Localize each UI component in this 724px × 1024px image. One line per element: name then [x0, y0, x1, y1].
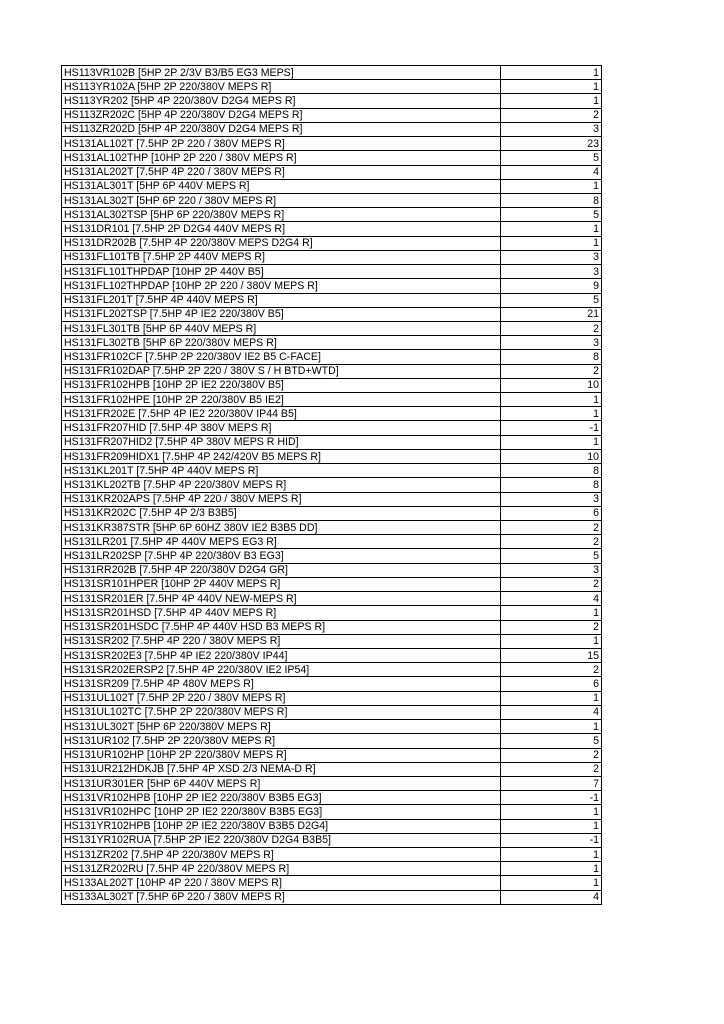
item-quantity-cell: 1 — [501, 94, 602, 108]
item-description-cell: HS131VR102HPB [10HP 2P IE2 220/380V B3B5 EG3] — [62, 791, 501, 805]
item-quantity-cell: 21 — [501, 307, 602, 321]
item-quantity-cell: 6 — [501, 506, 602, 520]
item-quantity-cell: 2 — [501, 535, 602, 549]
item-description-cell: HS131KR387STR [5HP 6P 60HZ 380V IE2 B3B5 DD] — [62, 521, 501, 535]
inventory-table-body — [62, 66, 602, 905]
item-description-cell: HS131FR207HID [7.5HP 4P 380V MEPS R] — [62, 421, 501, 435]
item-description-cell: HS131FR102CF [7.5HP 2P 220/380V IE2 B5 C-FACE] — [62, 350, 501, 364]
item-quantity-cell: 2 — [501, 620, 602, 634]
table-row — [62, 151, 602, 165]
item-description-cell: HS131SR202 [7.5HP 4P 220 / 380V MEPS R] — [62, 634, 501, 648]
item-description-cell: HS113YR102A [5HP 2P 220/380V MEPS R] — [62, 80, 501, 94]
item-quantity-cell: 2 — [501, 577, 602, 591]
item-quantity-cell: 1 — [501, 222, 602, 236]
item-description-cell: HS131FR209HIDX1 [7.5HP 4P 242/420V B5 MEPS R] — [62, 449, 501, 463]
table-row — [62, 165, 602, 179]
table-row — [62, 862, 602, 876]
table-row — [62, 535, 602, 549]
item-description-cell: HS131KR202APS [7.5HP 4P 220 / 380V MEPS R] — [62, 492, 501, 506]
table-row — [62, 137, 602, 151]
table-row — [62, 449, 602, 463]
item-description-cell: HS131ZR202RU [7.5HP 4P 220/380V MEPS R] — [62, 862, 501, 876]
table-row — [62, 606, 602, 620]
table-row — [62, 236, 602, 250]
table-row — [62, 648, 602, 662]
item-description-cell: HS131SR201HSDC [7.5HP 4P 440V HSD B3 MEPS R] — [62, 620, 501, 634]
item-description-cell: HS131FL302TB [5HP 6P 220/380V MEPS R] — [62, 336, 501, 350]
item-quantity-cell: 1 — [501, 848, 602, 862]
item-description-cell: HS133AL202T [10HP 4P 220 / 380V MEPS R] — [62, 876, 501, 890]
item-description-cell: HS131FL101TB [7.5HP 2P 440V MEPS R] — [62, 250, 501, 264]
table-row — [62, 563, 602, 577]
item-description-cell: HS131LR202SP [7.5HP 4P 220/380V B3 EG3] — [62, 549, 501, 563]
table-row — [62, 577, 602, 591]
item-quantity-cell: 8 — [501, 193, 602, 207]
table-row — [62, 549, 602, 563]
item-quantity-cell: 3 — [501, 250, 602, 264]
item-quantity-cell: 2 — [501, 321, 602, 335]
table-row — [62, 293, 602, 307]
item-description-cell: HS131AL102THP [10HP 2P 220 / 380V MEPS R] — [62, 151, 501, 165]
table-row — [62, 265, 602, 279]
item-description-cell: HS131UL302T [5HP 6P 220/380V MEPS R] — [62, 720, 501, 734]
table-row — [62, 108, 602, 122]
table-row — [62, 705, 602, 719]
item-description-cell: HS131FR207HID2 [7.5HP 4P 380V MEPS R HID] — [62, 435, 501, 449]
table-row — [62, 677, 602, 691]
item-quantity-cell: 1 — [501, 435, 602, 449]
item-description-cell: HS131ZR202 [7.5HP 4P 220/380V MEPS R] — [62, 848, 501, 862]
table-row — [62, 336, 602, 350]
table-row — [62, 791, 602, 805]
item-description-cell: HS113ZR202C [5HP 4P 220/380V D2G4 MEPS R] — [62, 108, 501, 122]
table-row — [62, 691, 602, 705]
item-quantity-cell: 5 — [501, 208, 602, 222]
item-quantity-cell: 1 — [501, 634, 602, 648]
table-row — [62, 307, 602, 321]
table-row — [62, 435, 602, 449]
item-quantity-cell: -1 — [501, 791, 602, 805]
item-description-cell: HS131FL102THPDAP [10HP 2P 220 / 380V MEPS R] — [62, 279, 501, 293]
item-quantity-cell: 1 — [501, 407, 602, 421]
item-quantity-cell: 1 — [501, 179, 602, 193]
table-row — [62, 279, 602, 293]
item-description-cell: HS131UL102T [7.5HP 2P 220 / 380V MEPS R] — [62, 691, 501, 705]
item-description-cell: HS131RR202B [7.5HP 4P 220/380V D2G4 GR] — [62, 563, 501, 577]
table-row — [62, 734, 602, 748]
item-description-cell: HS131UR301ER [5HP 6P 440V MEPS R] — [62, 776, 501, 790]
table-row — [62, 819, 602, 833]
item-description-cell: HS131VR102HPC [10HP 2P IE2 220/380V B3B5 EG3] — [62, 805, 501, 819]
item-description-cell: HS131DR202B [7.5HP 4P 220/380V MEPS D2G4 R] — [62, 236, 501, 250]
inventory-table — [61, 65, 602, 905]
table-row — [62, 66, 602, 80]
table-row — [62, 521, 602, 535]
item-quantity-cell: 6 — [501, 677, 602, 691]
item-quantity-cell: 3 — [501, 265, 602, 279]
item-description-cell: HS131FL201T [7.5HP 4P 440V MEPS R] — [62, 293, 501, 307]
item-quantity-cell: 2 — [501, 663, 602, 677]
item-description-cell: HS131AL301T [5HP 6P 440V MEPS R] — [62, 179, 501, 193]
table-row — [62, 94, 602, 108]
item-quantity-cell: 2 — [501, 108, 602, 122]
item-quantity-cell: 1 — [501, 691, 602, 705]
item-description-cell: HS131FR202E [7.5HP 4P IE2 220/380V IP44 B5] — [62, 407, 501, 421]
item-quantity-cell: 9 — [501, 279, 602, 293]
item-quantity-cell: 4 — [501, 705, 602, 719]
table-row — [62, 179, 602, 193]
item-quantity-cell: 2 — [501, 521, 602, 535]
table-row — [62, 634, 602, 648]
item-description-cell: HS133AL302T [7.5HP 6P 220 / 380V MEPS R] — [62, 890, 501, 904]
item-quantity-cell: 3 — [501, 492, 602, 506]
item-quantity-cell: 3 — [501, 336, 602, 350]
table-row — [62, 876, 602, 890]
item-description-cell: HS131AL302T [5HP 6P 220 / 380V MEPS R] — [62, 193, 501, 207]
table-row — [62, 350, 602, 364]
item-description-cell: HS131AL102T [7.5HP 2P 220 / 380V MEPS R] — [62, 137, 501, 151]
table-row — [62, 833, 602, 847]
item-description-cell: HS131FL301TB [5HP 6P 440V MEPS R] — [62, 321, 501, 335]
item-description-cell: HS131LR201 [7.5HP 4P 440V MEPS EG3 R] — [62, 535, 501, 549]
table-row — [62, 378, 602, 392]
table-row — [62, 890, 602, 904]
table-row — [62, 748, 602, 762]
item-quantity-cell: 3 — [501, 563, 602, 577]
item-quantity-cell: 7 — [501, 776, 602, 790]
item-quantity-cell: 5 — [501, 549, 602, 563]
table-row — [62, 421, 602, 435]
item-description-cell: HS131FR102DAP [7.5HP 2P 220 / 380V S / H BTD+WTD] — [62, 364, 501, 378]
item-description-cell: HS131SR202ERSP2 [7.5HP 4P 220/380V IE2 IP54] — [62, 663, 501, 677]
item-quantity-cell: 5 — [501, 293, 602, 307]
item-description-cell: HS113YR202 [5HP 4P 220/380V D2G4 MEPS R] — [62, 94, 501, 108]
item-quantity-cell: -1 — [501, 421, 602, 435]
item-quantity-cell: 8 — [501, 478, 602, 492]
item-quantity-cell: 8 — [501, 464, 602, 478]
item-quantity-cell: 3 — [501, 122, 602, 136]
item-description-cell: HS131AL302TSP [5HP 6P 220/380V MEPS R] — [62, 208, 501, 222]
item-description-cell: HS131KL201T [7.5HP 4P 440V MEPS R] — [62, 464, 501, 478]
table-row — [62, 393, 602, 407]
item-quantity-cell: 2 — [501, 762, 602, 776]
table-row — [62, 776, 602, 790]
item-description-cell: HS131SR101HPER [10HP 2P 440V MEPS R] — [62, 577, 501, 591]
item-description-cell: HS131FR102HPB [10HP 2P IE2 220/380V B5] — [62, 378, 501, 392]
table-row — [62, 492, 602, 506]
table-row — [62, 592, 602, 606]
item-description-cell: HS113ZR202D [5HP 4P 220/380V D2G4 MEPS R] — [62, 122, 501, 136]
item-description-cell: HS131YR102RUA [7.5HP 2P IE2 220/380V D2G4 B3B5] — [62, 833, 501, 847]
item-quantity-cell: 8 — [501, 350, 602, 364]
item-quantity-cell: 1 — [501, 606, 602, 620]
item-quantity-cell: 1 — [501, 80, 602, 94]
item-description-cell: HS131UR102 [7.5HP 2P 220/380V MEPS R] — [62, 734, 501, 748]
item-description-cell: HS113VR102B [5HP 2P 2/3V B3/B5 EG3 MEPS] — [62, 66, 501, 80]
item-description-cell: HS131KL202TB [7.5HP 4P 220/380V MEPS R] — [62, 478, 501, 492]
table-row — [62, 321, 602, 335]
item-description-cell: HS131UL102TC [7.5HP 2P 220/380V MEPS R] — [62, 705, 501, 719]
item-description-cell: HS131YR102HPB [10HP 2P IE2 220/380V B3B5 D2G4] — [62, 819, 501, 833]
table-row — [62, 364, 602, 378]
item-quantity-cell: 2 — [501, 748, 602, 762]
item-description-cell: HS131DR101 [7.5HP 2P D2G4 440V MEPS R] — [62, 222, 501, 236]
item-description-cell: HS131FR102HPE [10HP 2P 220/380V B5 IE2] — [62, 393, 501, 407]
item-quantity-cell: 1 — [501, 393, 602, 407]
table-row — [62, 80, 602, 94]
item-quantity-cell: 1 — [501, 66, 602, 80]
item-description-cell: HS131SR201ER [7.5HP 4P 440V NEW-MEPS R] — [62, 592, 501, 606]
item-quantity-cell: 5 — [501, 151, 602, 165]
item-quantity-cell: 1 — [501, 236, 602, 250]
item-description-cell: HS131FL101THPDAP [10HP 2P 440V B5] — [62, 265, 501, 279]
item-description-cell: HS131SR201HSD [7.5HP 4P 440V MEPS R] — [62, 606, 501, 620]
item-quantity-cell: 1 — [501, 862, 602, 876]
table-row — [62, 478, 602, 492]
table-row — [62, 222, 602, 236]
item-description-cell: HS131FL202TSP [7.5HP 4P IE2 220/380V B5] — [62, 307, 501, 321]
item-description-cell: HS131AL202T [7.5HP 4P 220 / 380V MEPS R] — [62, 165, 501, 179]
table-row — [62, 848, 602, 862]
item-description-cell: HS131SR202E3 [7.5HP 4P IE2 220/380V IP44] — [62, 648, 501, 662]
item-quantity-cell: 4 — [501, 890, 602, 904]
table-row — [62, 250, 602, 264]
item-quantity-cell: 10 — [501, 449, 602, 463]
item-quantity-cell: -1 — [501, 833, 602, 847]
item-quantity-cell: 2 — [501, 364, 602, 378]
item-description-cell: HS131UR102HP [10HP 2P 220/380V MEPS R] — [62, 748, 501, 762]
table-row — [62, 464, 602, 478]
item-quantity-cell: 5 — [501, 734, 602, 748]
table-row — [62, 805, 602, 819]
table-row — [62, 620, 602, 634]
item-quantity-cell: 1 — [501, 819, 602, 833]
item-description-cell: HS131UR212HDKJB [7.5HP 4P XSD 2/3 NEMA-D R] — [62, 762, 501, 776]
item-quantity-cell: 1 — [501, 720, 602, 734]
item-quantity-cell: 4 — [501, 592, 602, 606]
table-row — [62, 122, 602, 136]
item-quantity-cell: 23 — [501, 137, 602, 151]
table-row — [62, 208, 602, 222]
table-row — [62, 762, 602, 776]
item-quantity-cell: 4 — [501, 165, 602, 179]
item-quantity-cell: 15 — [501, 648, 602, 662]
item-description-cell: HS131SR209 [7.5HP 4P 480V MEPS R] — [62, 677, 501, 691]
table-row — [62, 506, 602, 520]
item-quantity-cell: 10 — [501, 378, 602, 392]
table-row — [62, 193, 602, 207]
table-row — [62, 720, 602, 734]
table-row — [62, 663, 602, 677]
table-row — [62, 407, 602, 421]
item-quantity-cell: 1 — [501, 876, 602, 890]
item-quantity-cell: 1 — [501, 805, 602, 819]
item-description-cell: HS131KR202C [7.5HP 4P 2/3 B3B5] — [62, 506, 501, 520]
